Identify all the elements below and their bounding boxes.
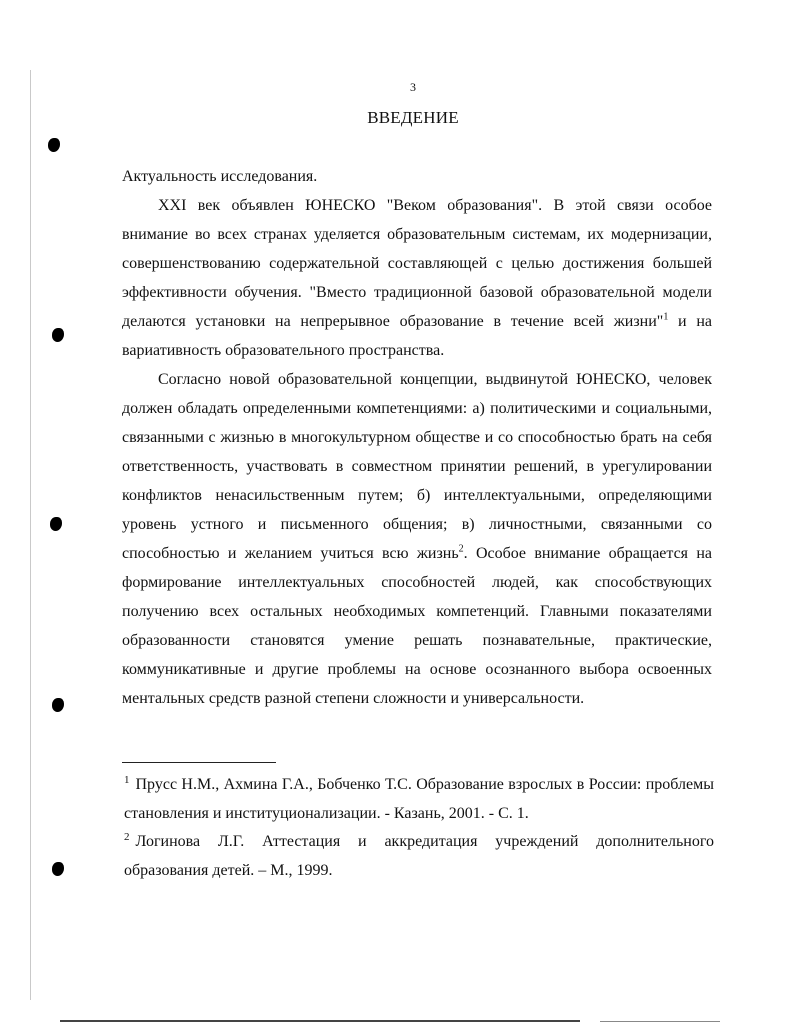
section-subtitle: Актуальность исследования. <box>122 168 318 185</box>
paragraph-2-text-end: . Особое внимание обращается на формирование интеллектуальных способностей людей, как способствующих получению всех остальных необходимых компетенций. Главными показателями образованности становятся умение решать познавательные, практические, коммуникативные и другие проблемы на основе осознанного выбора освоенных ментальных средств разной степени сложности и универсальности. <box>122 545 712 707</box>
footnote <box>124 827 714 885</box>
paragraph-2-text: Согласно новой образовательной концепции, выдвинутой ЮНЕСКО, человек должен обладать определенными компетенциями: а) политическими и социальными, связанными с жизнью в многокультурном обществе и со способностью брать на себя ответственность, участвовать в совместном принятии решений, в урегулировании конфликтов ненасильственным путем; б) интеллектуальными, определяющими уровень устного и письменного общения; в) личностными, связанными со способностью и желанием учиться всю жизнь <box>122 371 712 562</box>
paragraph-1-text-end: и на вариативность образовательного пространства. <box>122 313 712 359</box>
footnote-number: 2 <box>124 830 130 843</box>
footnote-separator <box>122 762 276 763</box>
footnote-ref-2: 2 <box>458 543 464 555</box>
footnote-text: Прусс Н.М., Ахмина Г.А., Бобченко Т.С. Образование взрослых в России: проблемы становления и институционализации. - Казань, 2001. - С. 1. <box>124 776 714 822</box>
footnote-number: 1 <box>124 773 130 786</box>
page-number: 3 <box>410 80 416 94</box>
paragraph-1 <box>122 191 712 365</box>
footnote-ref-1: 1 <box>663 311 669 323</box>
punch-hole <box>52 862 64 876</box>
punch-hole <box>50 517 62 531</box>
scan-bottom-edge <box>600 1021 720 1022</box>
punch-hole <box>48 138 60 152</box>
footnote-text: Логинова Л.Г. Аттестация и аккредитация учреждений дополнительного образования детей. – М., 1999. <box>124 833 714 879</box>
paragraph-1-text: XXI век объявлен ЮНЕСКО "Веком образования". В этой связи особое внимание во всех странах уделяется образовательным системам, их модернизации, совершенствованию содержательной составляющей с целью достижения большей эффективности обучения. "Вместо традиционной базовой образовательной модели делаются установки на непрерывное образование в течение всей жизни" <box>122 197 712 330</box>
page-edge <box>30 70 31 1000</box>
footnotes <box>124 770 714 884</box>
paragraph-2 <box>122 365 712 713</box>
punch-hole <box>52 328 64 342</box>
scan-bottom-edge <box>60 1020 580 1022</box>
body-text <box>122 162 712 713</box>
footnote <box>124 770 714 828</box>
page-title: ВВЕДЕНИЕ <box>367 108 459 127</box>
punch-hole <box>52 698 64 712</box>
